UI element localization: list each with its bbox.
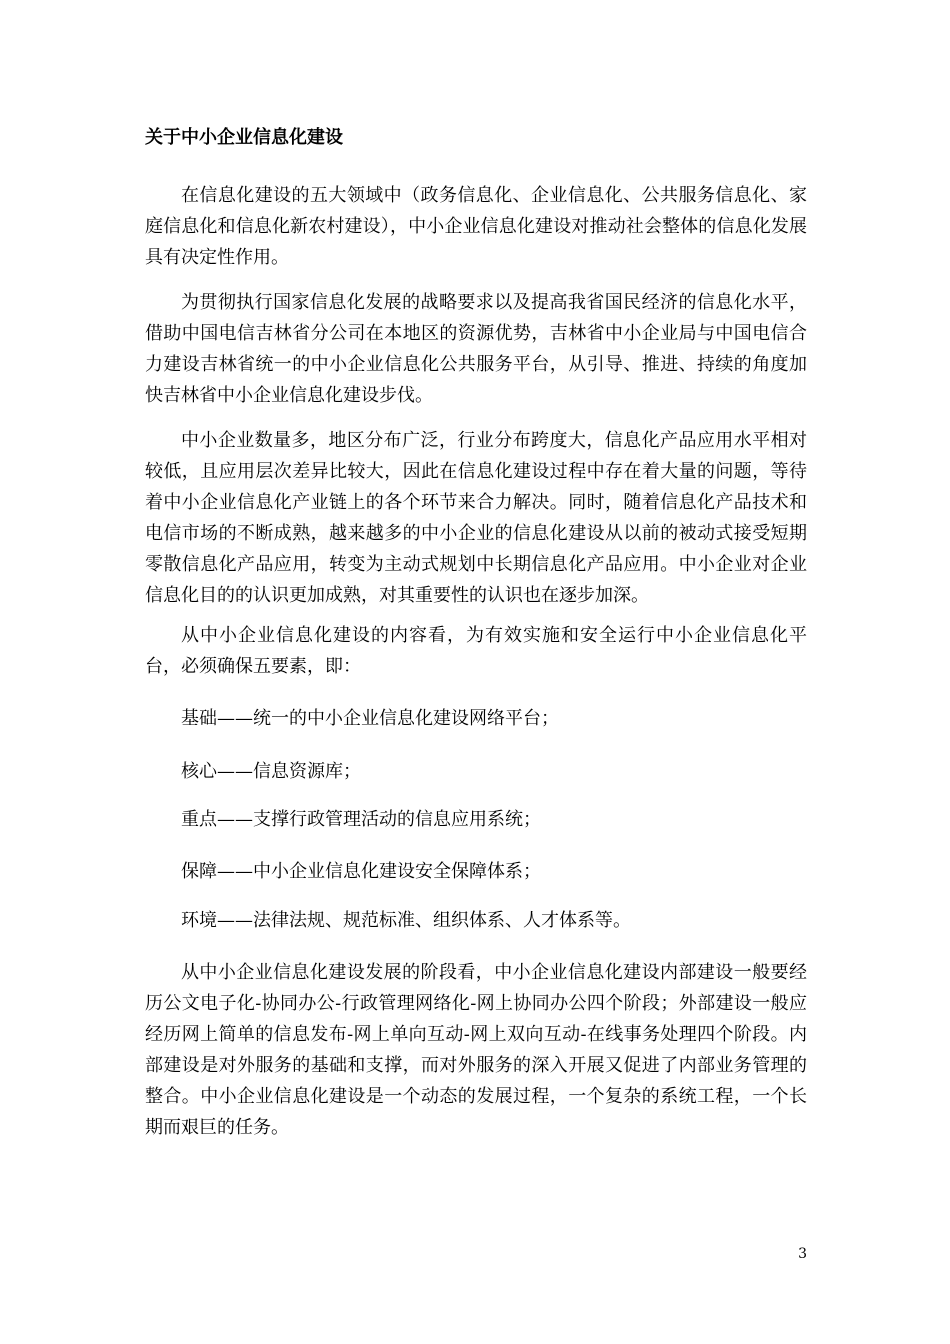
- element-guarantee: 保障——中小企业信息化建设安全保障体系；: [181, 861, 541, 882]
- paragraph-2: 为贯彻执行国家信息化发展的战略要求以及提高我省国民经济的信息化水平，借助中国电信吉林省分公司在本地区的资源优势，吉林省中小企业局与中国电信合力建设吉林省统一的中小企业信息化公共服务平台，从引导、推进、持续的角度加快吉林省中小企业信息化建设步伐。: [145, 292, 807, 406]
- paragraph-4: 从中小企业信息化建设的内容看，为有效实施和安全运行中小企业信息化平台，必须确保五要素，即：: [145, 625, 807, 677]
- document-title: 关于中小企业信息化建设: [145, 127, 343, 148]
- element-focus: 重点——支撑行政管理活动的信息应用系统；: [181, 809, 541, 830]
- page-number: 3: [798, 1246, 807, 1262]
- element-environment: 环境——法律法规、规范标准、组织体系、人才体系等。: [181, 910, 631, 931]
- element-core: 核心——信息资源库；: [181, 761, 361, 782]
- paragraph-1: 在信息化建设的五大领域中（政务信息化、企业信息化、公共服务信息化、家庭信息化和信息化新农村建设），中小企业信息化建设对推动社会整体的信息化发展具有决定性作用。: [145, 185, 807, 268]
- closing-paragraph: 从中小企业信息化建设发展的阶段看，中小企业信息化建设内部建设一般要经历公文电子化-协同办公-行政管理网络化-网上协同办公四个阶段；外部建设一般应经历网上简单的信息发布-网上单向互动-网上双向互动-在线事务处理四个阶段。内部建设是对外服务的基础和支撑，而对外服务的深入开展又促进了内部业务管理的整合。中小企业信息化建设是一个动态的发展过程，一个复杂的系统工程，一个长期而艰巨的任务。: [145, 962, 807, 1138]
- paragraph-3: 中小企业数量多，地区分布广泛，行业分布跨度大，信息化产品应用水平相对较低，且应用层次差异比较大，因此在信息化建设过程中存在着大量的问题，等待着中小企业信息化产业链上的各个环节来合力解决。同时，随着信息化产品技术和电信市场的不断成熟，越来越多的中小企业的信息化建设从以前的被动式接受短期零散信息化产品应用，转变为主动式规划中长期信息化产品应用。中小企业对企业信息化目的的认识更加成熟，对其重要性的认识也在逐步加深。: [145, 430, 807, 606]
- element-foundation: 基础——统一的中小企业信息化建设网络平台；: [181, 708, 559, 729]
